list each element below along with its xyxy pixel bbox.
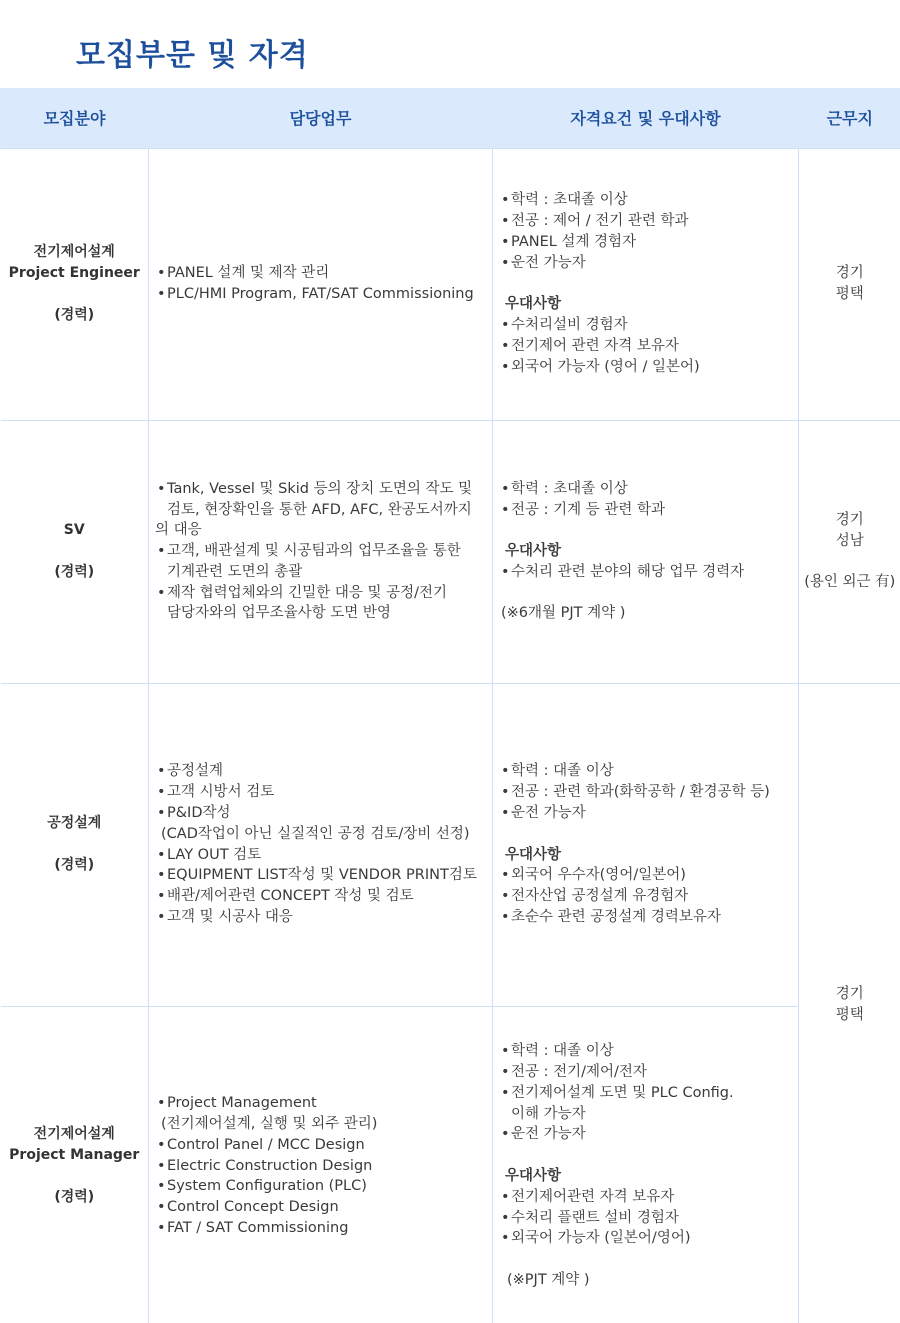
requirement-item: • 전기제어설계 도면 및 PLC Config. (499, 1083, 792, 1104)
location-cell (799, 148, 900, 420)
duty-item: • P&ID작성 (155, 803, 484, 824)
qualifications-cell (493, 683, 799, 1006)
position-subtitle: Project Manager (9, 1147, 140, 1164)
requirement-item: • 운전 가능자 (499, 253, 792, 274)
requirement-item: • 학력 : 초대졸 이상 (499, 479, 792, 500)
preferred-heading: 우대사항 (505, 1168, 562, 1184)
position-subtitle: Project Engineer (8, 265, 140, 282)
duty-continuation: 담당자와의 업무조율사항 도면 반영 (167, 605, 391, 622)
location-city: 평택 (835, 286, 864, 302)
preferred-item: • 초순수 관련 공정설계 경력보유자 (499, 907, 792, 928)
qualifications-cell (493, 420, 799, 683)
contract-note: (※PJT 계약 ) (507, 1271, 590, 1288)
location-cell (799, 420, 900, 683)
duty-item: • 고객 및 시공사 대응 (155, 907, 484, 928)
duty-continuation: 의 대응 (155, 522, 202, 539)
position-title: 전기제어설계 (33, 1126, 115, 1143)
header-qualifications: 자격요건 및 우대사항 (493, 88, 799, 148)
requirement-item: • 전공 : 기계 등 관련 학과 (499, 500, 792, 521)
preferred-heading: 우대사항 (505, 543, 562, 560)
table-row (1, 148, 900, 420)
duty-item: • 고객, 배관설계 및 시공팀과의 업무조율을 통한 (155, 541, 484, 562)
requirement-item: • 전공 : 전기/제어/전자 (499, 1062, 792, 1083)
contract-note: (※6개월 PJT 계약 ) (501, 605, 626, 622)
preferred-item: • 수처리설비 경험자 (499, 315, 792, 336)
position-cell (1, 1006, 149, 1323)
duty-item: • 공정설계 (155, 761, 484, 782)
location-city: 성남 (835, 532, 864, 549)
requirement-item: • 학력 : 대졸 이상 (499, 761, 792, 782)
duty-item: • PLC/HMI Program, FAT/SAT Commissioning (155, 284, 484, 305)
location-cell (799, 683, 900, 1323)
requirement-item: • 학력 : 초대졸 이상 (499, 190, 792, 211)
duty-item: • 고객 시방서 검토 (155, 782, 484, 803)
preferred-item: • 수처리 플랜트 설비 경험자 (499, 1208, 792, 1229)
preferred-item: • 전자산업 공정설계 유경험자 (499, 886, 792, 907)
recruitment-table (0, 88, 900, 1323)
duty-continuation: (CAD작업이 아닌 실질적인 공정 검토/장비 선정) (161, 825, 470, 842)
table-row (1, 420, 900, 683)
duty-item: • Electric Construction Design (155, 1156, 484, 1177)
preferred-item: • 외국어 가능자 (일본어/영어) (499, 1228, 792, 1249)
requirement-item: • 학력 : 대졸 이상 (499, 1041, 792, 1062)
preferred-item: • 전기제어 관련 자격 보유자 (499, 336, 792, 357)
qualifications-cell (493, 1006, 799, 1323)
preferred-item: • 외국어 가능자 (영어 / 일본어) (499, 357, 792, 378)
position-type: (경력) (54, 1188, 95, 1205)
table-header-row (1, 88, 900, 148)
duty-continuation: (전기제어설계, 실행 및 외주 관리) (161, 1116, 378, 1132)
duties-cell (149, 148, 493, 420)
position-title: SV (63, 522, 85, 539)
duties-cell (149, 1006, 493, 1323)
page-title: 모집부문 및 자격 (76, 38, 309, 73)
preferred-item: • 수처리 관련 분야의 해당 업무 경력자 (499, 562, 792, 583)
duty-continuation: 기계관련 도면의 총괄 (167, 563, 303, 580)
preferred-item: • 외국어 우수자(영어/일본어) (499, 865, 792, 886)
position-title: 전기제어설계 (33, 244, 115, 261)
requirement-continuation: 이해 가능자 (511, 1105, 586, 1122)
header-duties: 담당업무 (149, 88, 493, 148)
table-row (1, 683, 900, 1006)
duty-item: • FAT / SAT Commissioning (155, 1218, 484, 1239)
duty-item: • Control Panel / MCC Design (155, 1135, 484, 1156)
duty-item: • Tank, Vessel 및 Skid 등의 장치 도면의 작도 및 (155, 479, 484, 500)
requirement-item: • 전공 : 제어 / 전기 관련 학과 (499, 211, 792, 232)
duty-item: • EQUIPMENT LIST작성 및 VENDOR PRINT검토 (155, 865, 484, 886)
requirement-item: • PANEL 설계 경험자 (499, 232, 792, 253)
duties-cell (149, 683, 493, 1006)
position-type: (경력) (54, 856, 95, 873)
header-position: 모집분야 (1, 88, 149, 148)
duty-item: • 제작 협력업체와의 긴밀한 대응 및 공정/전기 (155, 583, 484, 604)
requirement-item: • 전공 : 관련 학과(화학공학 / 환경공학 등) (499, 782, 792, 803)
position-cell (1, 683, 149, 1006)
qualifications-cell (493, 148, 799, 420)
requirement-item: • 운전 가능자 (499, 803, 792, 824)
position-title: 공정설계 (47, 815, 102, 832)
position-cell (1, 148, 149, 420)
position-type: (경력) (54, 563, 95, 580)
location-region: 경기 (835, 265, 864, 282)
duty-item: • LAY OUT 검토 (155, 845, 484, 866)
table-row (1, 1006, 900, 1323)
preferred-item: • 전기제어관련 자격 보유자 (499, 1187, 792, 1208)
location-region: 경기 (835, 511, 864, 528)
preferred-heading: 우대사항 (505, 846, 562, 863)
duty-continuation: 검토, 현장확인을 통한 AFD, AFC, 완공도서까지 (167, 501, 472, 518)
duty-item: • 배관/제어관련 CONCEPT 작성 및 검토 (155, 886, 484, 907)
header-location: 근무지 (799, 88, 900, 148)
position-cell (1, 420, 149, 683)
position-type: (경력) (54, 306, 95, 323)
duty-item: • Control Concept Design (155, 1197, 484, 1218)
duty-item: • Project Management (155, 1093, 484, 1114)
requirement-item: • 운전 가능자 (499, 1124, 792, 1145)
location-city: 평택 (835, 1006, 864, 1023)
duty-item: • System Configuration (PLC) (155, 1176, 484, 1197)
duties-cell (149, 420, 493, 683)
location-region: 경기 (835, 985, 864, 1002)
duty-item: • PANEL 설계 및 제작 관리 (155, 263, 484, 284)
location-note: (용인 외근 有) (804, 574, 896, 591)
preferred-heading: 우대사항 (505, 296, 562, 313)
